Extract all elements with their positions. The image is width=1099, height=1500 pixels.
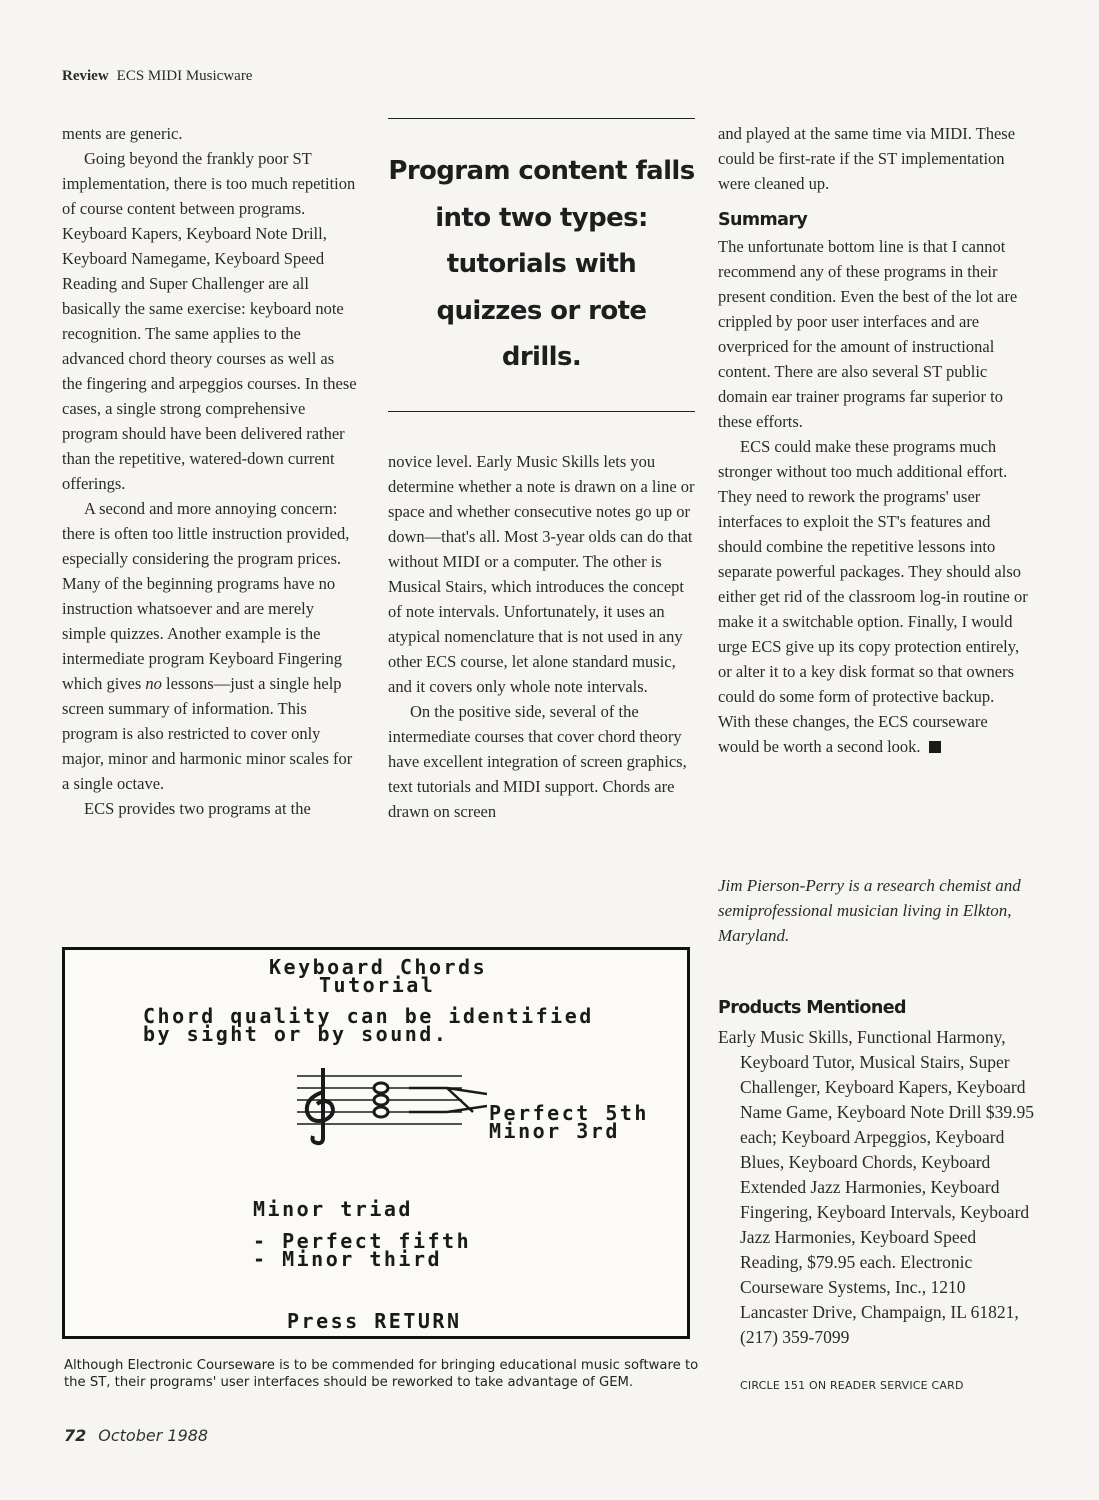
triad-label: Minor triad (253, 1197, 413, 1221)
screen-text-line: Chord quality can be identified (143, 1004, 594, 1028)
pullquote-line: into two types: (435, 202, 648, 233)
paragraph: The unfortunate bottom line is that I cannot recommend any of these programs in their present condition. Even the best of the lot are crippled by poor user interfaces and are overpriced for the amount of instructional content. There are also several ST public domain ear trainer programs far superior to these efforts. (718, 237, 1018, 431)
reader-service-note: CIRCLE 151 ON READER SERVICE CARD (740, 1379, 964, 1392)
products-list (718, 1025, 1036, 1350)
text-run: A second and more annoying concern: there is often too little instruction provided, especially considering the program prices. Many of the beginning programs have no instruction whatsoever and are merely simple quizzes. Another example is the intermediate program Keyboard Fingering which gives (62, 499, 350, 693)
products-heading: Products Mentioned (718, 998, 906, 1018)
body-column-2 (388, 449, 695, 824)
emphasis: no (145, 674, 162, 693)
running-head (62, 68, 252, 85)
paragraph: ECS provides two programs at the (84, 799, 311, 818)
interval-label: Perfect 5th (489, 1101, 649, 1125)
summary-heading: Summary (718, 210, 808, 230)
paragraph (718, 434, 1028, 759)
page-number: 72 (64, 1426, 87, 1445)
pullquote (388, 148, 695, 381)
folio (64, 1426, 208, 1446)
treble-clef-icon (307, 1068, 333, 1143)
screen-subtitle: Tutorial (319, 973, 436, 997)
article-title: ECS MIDI Musicware (116, 68, 253, 84)
issue-date: October 1988 (98, 1426, 209, 1445)
pullquote-rule-bottom (388, 411, 695, 412)
author-bio: Jim Pierson-Perry is a research chemist and semiprofessional musician living in Elkton, Maryland. (718, 876, 1021, 945)
pullquote-line: quizzes or rote (436, 295, 647, 326)
paragraph: ments are generic. (62, 124, 183, 143)
screen-text-line: by sight or by sound. (143, 1022, 449, 1046)
chord-notes-icon (374, 1083, 388, 1117)
text-run: ECS could make these programs much stronger without too much additional effort. They need to rework the programs' user interfaces to exploit the ST's features and should combine the repetitive lessons into separate powerful packages. They should also either get rid of the classroom log-in routine or make it a switchable option. Finally, I would urge ECS give up its copy protection entirely, or alter it to a key disk format so that owners could do some form of protective backup. With these changes, the ECS courseware would be worth a second look. (718, 437, 1028, 756)
end-mark-icon (929, 741, 941, 753)
pullquote-rule-top (388, 118, 695, 119)
figure-caption: Although Electronic Courseware is to be commended for bringing educational music software to the ST, their programs' user interfaces should be reworked to take advantage of GEM. (64, 1358, 699, 1390)
body-column-3 (718, 121, 1028, 759)
pullquote-line: Program content falls (388, 156, 695, 186)
interval-label: Minor 3rd (489, 1119, 620, 1143)
paragraph (62, 496, 358, 796)
paragraph: Going beyond the frankly poor ST implementation, there is too much repetition of course content between programs. Keyboard Kapers, Keyboard Note Drill, Keyboard Namegame, Keyboard Speed Reading and Super Challenger are all basically the same exercise: keyboard note recognition. The same applies to the advanced chord theory courses as well as the fingering and arpeggios courses. In these cases, a single strong comprehensive program should have been delivered rather than the repetitive, watered-down current offerings. (62, 149, 357, 493)
paragraph: On the positive side, several of the intermediate courses that cover chord theory have excellent integration of screen graphics, text tutorials and MIDI support. Chords are drawn on screen (388, 702, 687, 821)
products-text: Early Music Skills, Functional Harmony, Keyboard Tutor, Musical Stairs, Super Challenger, Keyboard Kapers, Keyboard Name Game, Keyboard Note Drill $39.95 each; Keyboard Arpeggios, Keyboard Blues, Keyboard Chords, Keyboard Extended Jazz Harmonies, Keyboard Fingering, Keyboard Intervals, Keyboard Jazz Harmonies, Keyboard Speed Reading, $79.95 each. Electronic Courseware Systems, Inc., 1210 Lancaster Drive, Champaign, IL 61821, (217) 359-7099 (718, 1027, 1035, 1347)
section-label: Review (62, 68, 109, 84)
press-return-prompt: Press RETURN (287, 1309, 462, 1333)
pullquote-line: drills. (501, 342, 582, 372)
treble-staff-icon (297, 1066, 487, 1146)
text-run: lessons—just a single help screen summary of information. This program is also restricted to cover only major, minor and harmonic minor scales for a single octave. (62, 674, 353, 793)
triad-component: - Minor third (253, 1247, 443, 1271)
pullquote-line: tutorials with (446, 249, 637, 279)
paragraph: and played at the same time via MIDI. These could be first-rate if the ST implementation were cleaned up. (718, 124, 1016, 193)
triad-component: - Perfect fifth (253, 1229, 472, 1253)
body-column-1 (62, 121, 358, 821)
screen-title: Keyboard Chords (269, 955, 488, 979)
program-screenshot (62, 947, 690, 1339)
paragraph: novice level. Early Music Skills lets you determine whether a note is drawn on a line or space and whether consecutive notes go up or down—that's all. Most 3-year olds can do that without MIDI or a computer. The other is Musical Stairs, which introduces the concept of note intervals. Unfortunately, it uses an atypical nomenclature that is not used in any other ECS course, let alone standard music, and it covers only whole note intervals. (388, 452, 695, 696)
